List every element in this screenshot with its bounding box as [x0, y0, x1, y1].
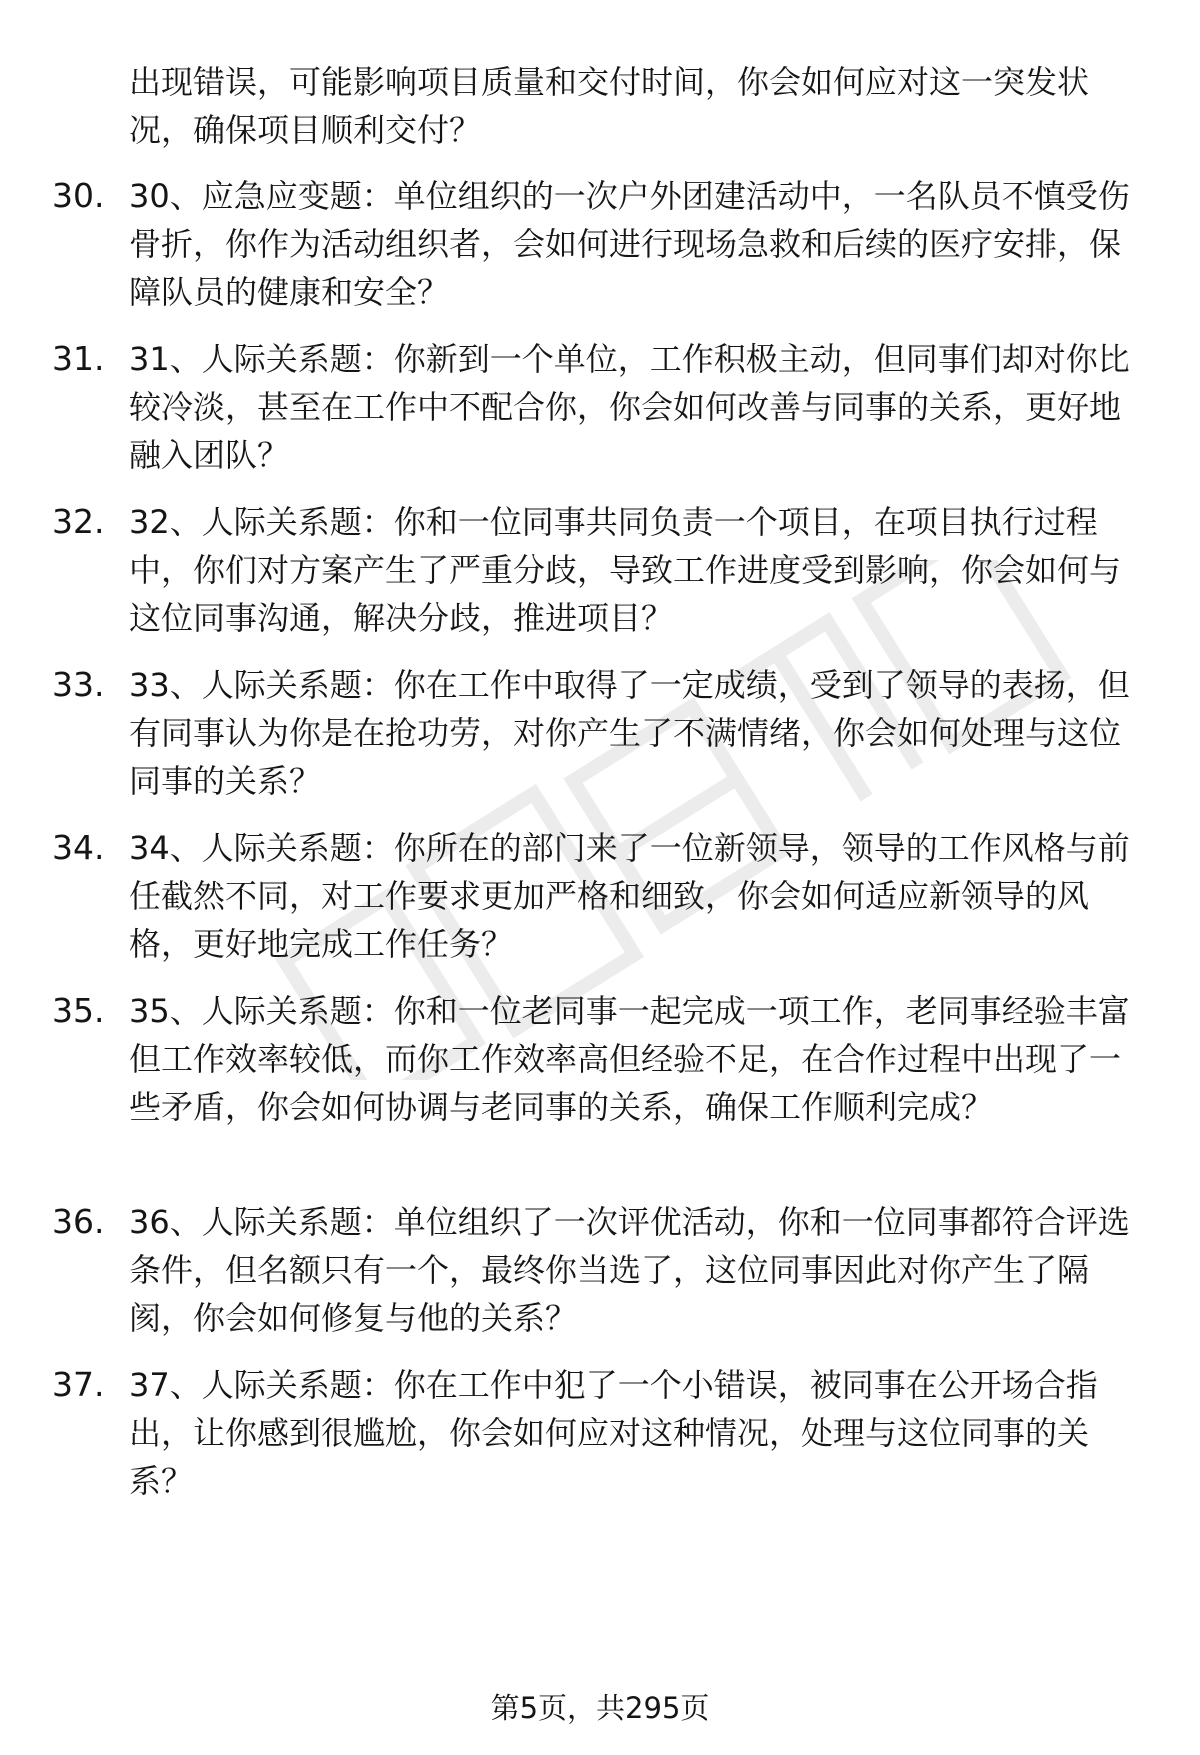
question-number: 34.: [52, 828, 105, 867]
question-number: 36.: [52, 1202, 105, 1241]
question-number: 30.: [52, 176, 105, 215]
question-text: 30、应急应变题：单位组织的一次户外团建活动中，一名队员不慎受伤骨折，你作为活动组织者，会如何进行现场急救和后续的医疗安排，保障队员的健康和安全？: [129, 177, 1130, 311]
question-text: 35、人际关系题：你和一位老同事一起完成一项工作，老同事经验丰富但工作效率较低，而你工作效率高但经验不足，在合作过程中出现了一些矛盾，你会如何协调与老同事的关系，确保工作顺利完成？: [129, 992, 1130, 1126]
question-number: 37.: [52, 1365, 105, 1404]
question-number: 32.: [52, 502, 105, 541]
question-number: 33.: [52, 665, 105, 704]
question-number: 31.: [52, 339, 105, 378]
question-text: 31、人际关系题：你新到一个单位，工作积极主动，但同事们却对你比较冷淡，甚至在工作中不配合你，你会如何改善与同事的关系，更好地融入团队？: [129, 340, 1130, 474]
continuation-text: 出现错误，可能影响项目质量和交付时间，你会如何应对这一突发状况，确保项目顺利交付？: [129, 63, 1090, 149]
question-number: 35.: [52, 991, 105, 1030]
question-text: 32、人际关系题：你和一位同事共同负责一个项目，在项目执行过程中，你们对方案产生了严重分歧，导致工作进度受到影响，你会如何与这位同事沟通，解决分歧，推进项目？: [129, 503, 1122, 637]
question-text: 36、人际关系题：单位组织了一次评优活动，你和一位同事都符合评选条件，但名额只有一个，最终你当选了，这位同事因此对你产生了隔阂，你会如何修复与他的关系？: [129, 1203, 1130, 1337]
question-text: 37、人际关系题：你在工作中犯了一个小错误，被同事在公开场合指出，让你感到很尴尬，你会如何应对这种情况，处理与这位同事的关系？: [129, 1366, 1098, 1500]
question-text: 34、人际关系题：你所在的部门来了一位新领导，领导的工作风格与前任截然不同，对工作要求更加严格和细致，你会如何适应新领导的风格，更好地完成工作任务？: [129, 829, 1130, 963]
question-text: 33、人际关系题：你在工作中取得了一定成绩，受到了领导的表扬，但有同事认为你是在抢功劳，对你产生了不满情绪，你会如何处理与这位同事的关系？: [129, 666, 1130, 800]
page-footer: 第5页，共295页: [490, 1691, 710, 1725]
